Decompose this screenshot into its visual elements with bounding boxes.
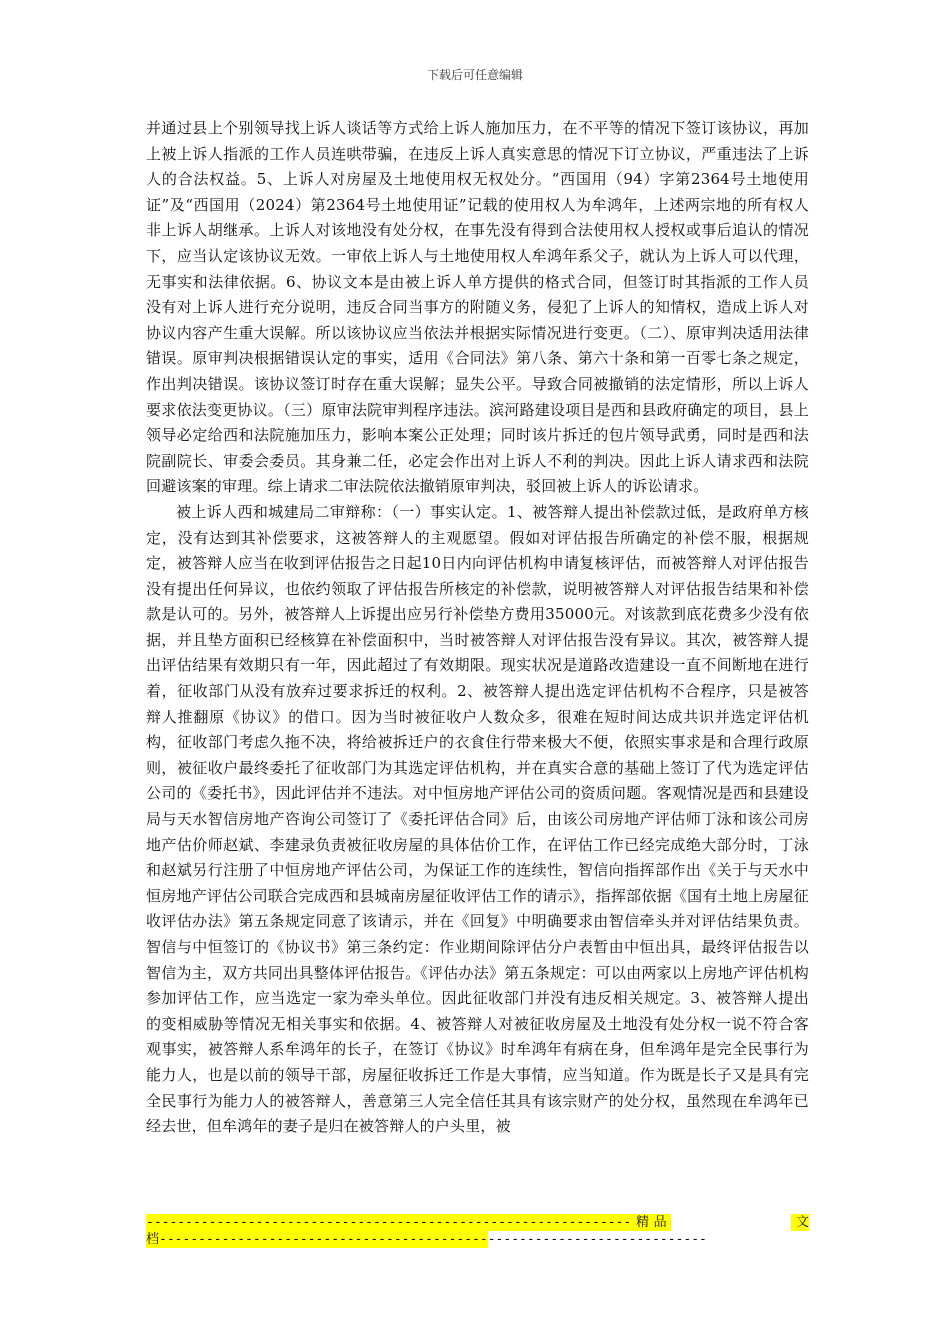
footer-dashes-2: ----------------------------------------------------------------------	[159, 1232, 707, 1247]
footer-char-jing: 精	[635, 1215, 649, 1230]
footer-dashes: --------------------------------------------------------------	[146, 1215, 632, 1230]
footer-char-pin: 品	[653, 1215, 667, 1230]
footer-char-wen: 文	[795, 1215, 809, 1230]
paragraph-respondent-reply: 被上诉人西和城建局二审辩称：（一）事实认定。1、被答辩人提出补偿款过低，是政府单方核定，没有达到其补偿要求，这被答辩人的主观愿望。假如对评估报告所确定的补偿不服，根据规定，被答辩人应当在收到评估报告之日起10日内向评估机构申请复核评估，而被答辩人对评估报告没有提出任何异议，也依约领取了评估报告所核定的补偿款，说明被答辩人对评估报告结果和补偿款是认可的。另外，被答辩人上诉提出应另行补偿垫方费用35000元。对该款到底花费多少没有依据，并且垫方面积已经核算在补偿面积中，当时被答辩人对评估报告没有异议。其次，被答辩人提出评估结果有效期只有一年，因此超过了有效期限。现实状况是道路改造建设一直不间断地在进行着，征收部门从没有放弃过要求拆迁的权利。2、被答辩人提出选定评估机构不合程序，只是被答辩人推翻原《协议》的借口。因为当时被征收户人数众多，很难在短时间达成共识并选定评估机构，征收部门考虑久拖不决，将给被拆迁户的衣食住行带来极大不便，依照实事求是和合理行政原则，被征收户最终委托了征收部门为其选定评估机构，并在真实合意的基础上签订了代为选定评估公司的《委托书》，因此评估并不违法。对中恒房地产评估公司的资质问题。客观情况是西和县建设局与天水智信房地产咨询公司签订了《委托评估合同》后，由该公司房地产评估师丁泳和该公司房地产估价师赵斌、李建录负责被征收房屋的具体估价工作，在评估工作已经完成绝大部分时，丁泳和赵斌另行注册了中恒房地产评估公司，为保证工作的连续性，智信向指挥部作出《关于与天水中恒房地产评估公司联合完成西和县城南房屋征收评估工作的请示》，指挥部依据《国有土地上房屋征收评估办法》第五条规定同意了该请示，并在《回复》中明确要求由智信牵头并对评估结果负责。智信与中恒签订的《协议书》第三条约定：作业期间除评估分户表暂由中恒出具，最终评估报告以智信为主，双方共同出具整体评估报告。《评估办法》第五条规定：可以由两家以上房地产评估机构参加评估工作，应当选定一家为牵头单位。因此征收部门并没有违反相关规定。3、被答辩人提出的变相威胁等情况无相关事实和依据。4、被答辩人对被征收房屋及土地没有处分权一说不符合客观事实，被答辩人系牟鸿年的长子，在签订《协议》时牟鸿年有病在身，但牟鸿年是完全民事行为能力人，也是以前的领导干部，房屋征收拆迁工作是大事情，应当知道。作为既是长子又是具有完全民事行为能力人的被答辩人，善意第三人完全信任其具有该宗财产的处分权，虽然现在牟鸿年已经去世，但牟鸿年的妻子是归在被答辩人的户头里，被	[146, 502, 809, 1136]
footer-line-1	[146, 1214, 809, 1231]
document-body	[146, 116, 809, 1140]
footer-line-2	[146, 1231, 707, 1248]
paragraph-appeal-reasons: 并通过县上个别领导找上诉人谈话等方式给上诉人施加压力，在不平等的情况下签订该协议，再加上被上诉人指派的工作人员连哄带骗，在违反上诉人真实意思的情况下订立协议，严重违法了上诉人的合法权益。5、上诉人对房屋及土地使用权无权处分。“西国用（94）字第2364号土地使用证”及“西国用（2024）第2364号土地使用证”记载的使用权人为牟鸿年，上述两宗地的所有权人非上诉人胡继承。上诉人对该地没有处分权，在事先没有得到合法使用权人授权或事后追认的情况下，应当认定该协议无效。一审依上诉人与土地使用权人牟鸿年系父子，就认为上诉人可以代理，无事实和法律依据。6、协议文本是由被上诉人单方提供的格式合同，但签订时其指派的工作人员没有对上诉人进行充分说明，违反合同当事方的附随义务，侵犯了上诉人的知情权，造成上诉人对协议内容产生重大误解。所以该协议应当依法并根据实际情况进行变更。（二）、原审判决适用法律错误。原审判决根据错误认定的事实，适用《合同法》第八条、第六十条和第一百零七条之规定，作出判决错误。该协议签订时存在重大误解；显失公平。导致合同被撤销的法定情形，所以上诉人要求依法变更协议。（三）原审法院审判程序违法。滨河路建设项目是西和县政府确定的项目，县上领导必定给西和法院施加压力，影响本案公正处理；同时该片拆迁的包片领导武勇，同时是西和法院副院长、审委会委员。其身兼二任，必定会作出对上诉人不利的判决。因此上诉人请求西和法院回避该案的审理。综上请求二审法院依法撤销原审判决，驳回被上诉人的诉讼请求。	[146, 119, 809, 496]
footer-char-dang: 档	[146, 1232, 160, 1247]
page-header: 下载后可任意编辑	[426, 68, 523, 82]
footer-gap	[671, 1214, 791, 1231]
footer-watermark-bar	[146, 1214, 809, 1248]
